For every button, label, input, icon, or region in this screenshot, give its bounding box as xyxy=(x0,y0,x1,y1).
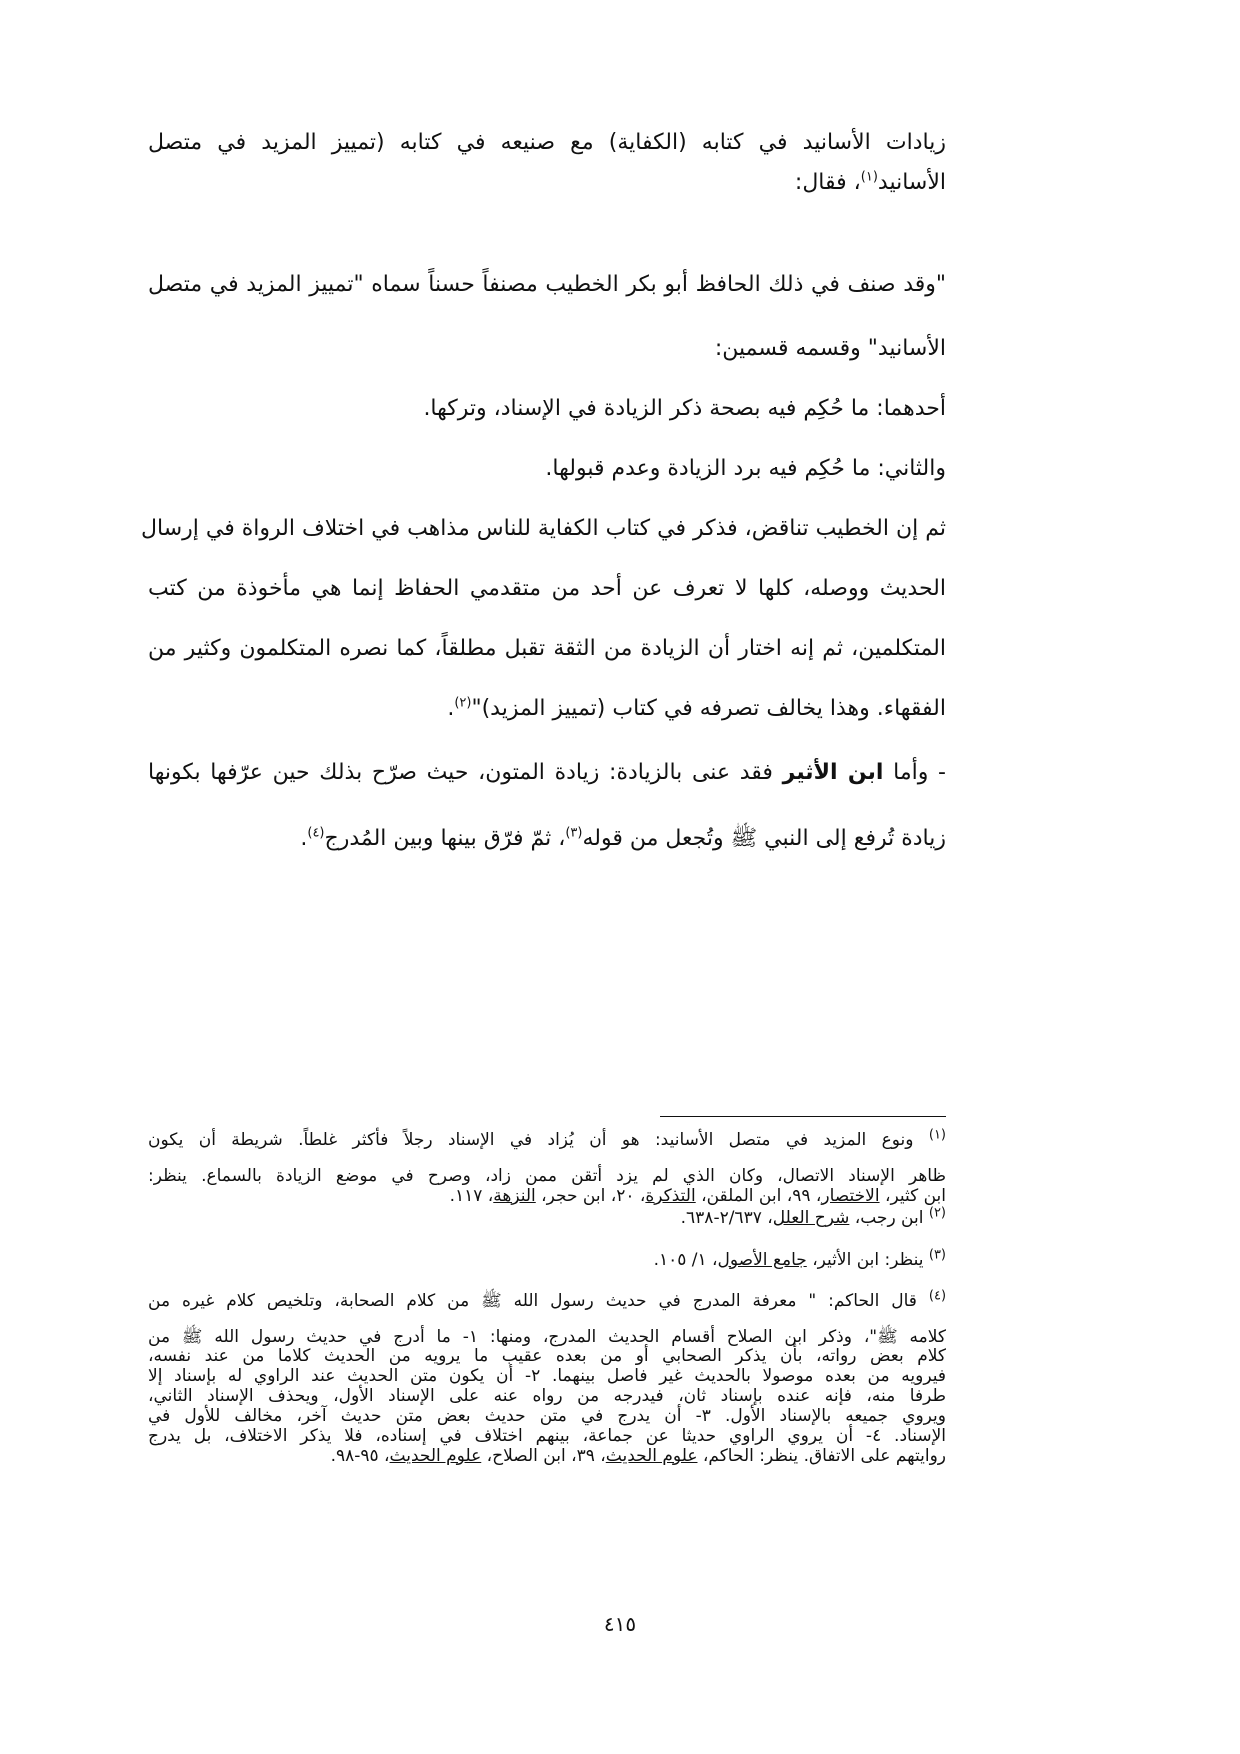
body-line-12 xyxy=(148,824,946,856)
footnote-4-line-6: ويروي جميعه بالإسناد الأول. ٣- أن يدرج في متن حديث بعض متن حديث آخر، مخالف للأول في xyxy=(148,1406,946,1426)
citation-title: التذكرة xyxy=(645,1186,696,1206)
body-text-segment: الأسانيد xyxy=(877,170,946,195)
body-line-10 xyxy=(148,696,946,721)
footnote-ref-2[interactable]: (٢) xyxy=(454,695,472,711)
body-line-4: الأسانيد" وقسمه قسمين: xyxy=(714,336,946,361)
body-line-1: زيادات الأسانيد في كتابه (الكفاية) مع صنيعه في كتابه (تمييز المزيد في متصل xyxy=(148,130,946,155)
footnote-text: ابن رجب، xyxy=(854,1208,924,1228)
footnote-ref-1[interactable]: (١) xyxy=(860,169,878,185)
body-line-2 xyxy=(148,170,946,195)
body-text-segment: ، فقال: xyxy=(794,170,861,195)
citation-title: علوم الحديث xyxy=(605,1446,698,1466)
footnote-1-line-2: ظاهر الإسناد الاتصال، وكان الذي لم يزد أتقن ممن زاد، وصرح في موضع الزيادة بالسماع. ينظر: xyxy=(148,1166,946,1186)
footnote-text: ، ٩٥-٩٨. xyxy=(330,1446,390,1466)
body-text-segment: . xyxy=(447,696,455,721)
footnote-2-marker: (٢) xyxy=(928,1205,946,1221)
footnote-text: ونوع المزيد في متصل الأسانيد: هو أن يُزاد في الإسناد رجلاً فأكثر غلطاً. شريطة أن يكون xyxy=(148,1130,914,1150)
body-text-segment: فقد عنى بالزيادة: زيادة المتون، حيث صرّح بذلك حين عرّفها بكونها xyxy=(148,760,773,785)
footnote-4-line-8 xyxy=(148,1446,946,1466)
footnote-text: ، ٢/٦٣٧-٦٣٨. xyxy=(680,1208,773,1228)
body-text-segment: زيادة تُرفع إلى النبي ﷺ وتُجعل من قوله xyxy=(582,826,946,851)
footnote-text: ، ١/ ١٠٥. xyxy=(653,1250,718,1270)
body-line-3: "وقد صنف في ذلك الحافظ أبو بكر الخطيب مصنفاً حسناً سماه "تمييز المزيد في متصل xyxy=(148,272,946,297)
footnote-text: روايتهم على الاتفاق. ينظر: الحاكم، xyxy=(702,1446,946,1466)
citation-title: النزهة xyxy=(493,1186,536,1206)
footnote-3 xyxy=(148,1247,946,1270)
footnote-text: ، ٢٠، ابن حجر، xyxy=(541,1186,646,1206)
footnote-text: ، ٩٩، ابن الملقن، xyxy=(701,1186,822,1206)
body-line-5: أحدهما: ما حُكِم فيه بصحة ذكر الزيادة في الإسناد، وتركها. xyxy=(423,396,946,421)
footnote-4-line-5: طرفا منه، فإنه عنده بإسناد ثان، فيدرجه من رواه عنه على الإسناد الأول، ويحذف الإسناد الثاني، xyxy=(148,1386,946,1406)
body-text-segment: - وأما xyxy=(893,760,946,785)
highlighted-name: ابن الأثير xyxy=(782,760,884,785)
footnote-2 xyxy=(148,1205,946,1228)
body-line-9: المتكلمين، ثم إنه اختار أن الزيادة من الثقة تقبل مطلقاً، كما نصره المتكلمون وكثير من xyxy=(148,636,946,661)
footnote-text: ، ١١٧. xyxy=(449,1186,494,1206)
citation-title: جامع الأصول xyxy=(717,1250,807,1270)
citation-title: شرح العلل xyxy=(772,1208,850,1228)
footnote-4-line-2: كلامه ﷺ"، وذكر ابن الصلاح أقسام الحديث المدرج، ومنها: ١- ما أدرج في حديث رسول الله ﷺ من xyxy=(148,1327,946,1347)
footnote-ref-4[interactable]: (٤) xyxy=(307,825,325,841)
footnote-3-marker: (٣) xyxy=(928,1247,946,1263)
citation-title: علوم الحديث xyxy=(389,1446,482,1466)
footnote-4-line-3: كلام بعض رواته، بأن يذكر الصحابي أو من بعده عقيب ما يرويه من الحديث كلاما من عند نفسه، xyxy=(148,1346,946,1366)
footnote-text: ابن كثير، xyxy=(884,1186,946,1206)
footnote-4-line-7: الإسناد. ٤- أن يروي الراوي حديثا عن جماعة، بينهم اختلاف في إسناده، فلا يذكر الاختلاف، بل يدرج xyxy=(148,1426,947,1446)
footnote-1-line-1 xyxy=(148,1127,946,1150)
body-text-segment: ، ثمّ فرّق بينها وبين المُدرج xyxy=(324,826,566,851)
body-text-segment: الفقهاء. وهذا يخالف تصرفه في كتاب (تمييز المزيد)" xyxy=(471,696,946,721)
footnote-4-line-1 xyxy=(148,1290,946,1315)
footnote-4-marker: (٤) xyxy=(928,1288,947,1304)
footnote-text: ، ٣٩، ابن الصلاح، xyxy=(486,1446,606,1466)
body-line-7: ثم إن الخطيب تناقض، فذكر في كتاب الكفاية للناس مذاهب في اختلاف الرواة في إرسال xyxy=(141,516,946,541)
body-line-6: والثاني: ما حُكِم فيه برد الزيادة وعدم قبولها. xyxy=(545,456,946,481)
footnote-1-marker: (١) xyxy=(928,1127,946,1143)
body-line-11 xyxy=(148,760,946,785)
body-line-8: الحديث ووصله، كلها لا تعرف عن أحد من متقدمي الحفاظ إنما هي مأخوذة من كتب xyxy=(148,576,946,601)
footnote-separator xyxy=(660,1116,946,1117)
footnote-text: قال الحاكم: " معرفة المدرج في حديث رسول الله ﷺ من كلام الصحابة، وتلخيص كلام غيره من xyxy=(148,1291,917,1311)
body-text-segment: . xyxy=(300,826,308,851)
footnote-ref-3[interactable]: (٣) xyxy=(565,825,583,841)
footnote-text: ينظر: ابن الأثير، xyxy=(812,1250,924,1270)
footnote-4-line-4: فيرويه من بعده موصولا بالحديث غير فاصل بينهما. ٢- أن يكون متن الحديث عند الراوي له بإسناد إلا xyxy=(148,1366,947,1386)
citation-title: الاختصار xyxy=(821,1186,880,1206)
footnote-1-line-3 xyxy=(148,1186,946,1206)
page-number: ٤١٥ xyxy=(603,1612,637,1636)
